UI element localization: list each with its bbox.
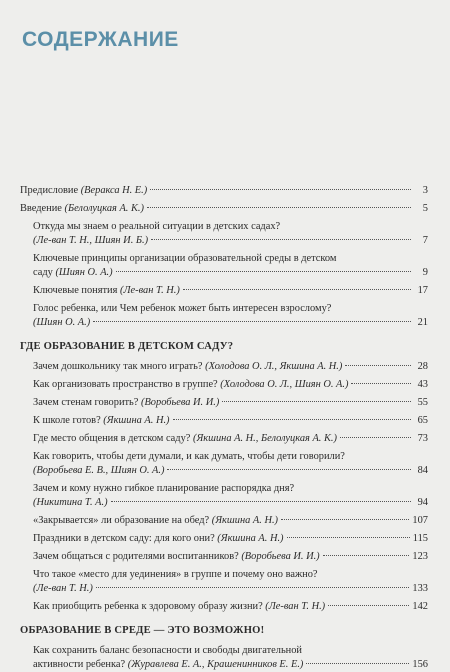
- toc-dot-leader: [150, 189, 411, 190]
- table-of-contents: [0, 184, 450, 672]
- toc-entry-author: (Ле-ван Т. Н.): [33, 583, 93, 594]
- toc-page-number: 107: [412, 515, 428, 526]
- toc-page-number: 9: [422, 267, 428, 278]
- toc-page-number: 55: [417, 397, 428, 408]
- toc-dot-leader: [183, 289, 411, 290]
- toc-entry-author: (Якшина А. Н.): [103, 415, 170, 426]
- page-title: СОДЕРЖАНИЕ: [22, 28, 179, 51]
- toc-entry[interactable]: [0, 532, 450, 546]
- toc-dot-leader: [111, 501, 411, 502]
- toc-page-number: 28: [417, 361, 428, 372]
- toc-page-number: 94: [417, 497, 428, 508]
- toc-entry[interactable]: [0, 302, 450, 330]
- toc-entry-author: (Воробьева И. И.): [141, 397, 220, 408]
- toc-entry-title: Как сохранить баланс безопасности и свободы двигательной: [33, 645, 302, 656]
- toc-dot-leader: [281, 519, 409, 520]
- toc-page-number: 133: [412, 583, 428, 594]
- toc-entry-title: Как говорить, чтобы дети думали, и как думать, чтобы дети говорили?: [33, 451, 345, 462]
- toc-entry-title: саду (Шиян О. А.): [33, 267, 113, 278]
- toc-entry-author: (Холодова О. Л., Якшина А. Н.): [205, 361, 343, 372]
- toc-page-number: 5: [422, 203, 428, 214]
- toc-entry-author: (Якшина А. Н., Белолуцкая А. К.): [192, 433, 337, 444]
- toc-dot-leader: [147, 207, 411, 208]
- toc-entry-title: [33, 234, 148, 248]
- toc-entry[interactable]: [0, 644, 450, 672]
- toc-entry-title: Откуда мы знаем о реальной ситуации в детских садах?: [33, 221, 281, 232]
- toc-entry-author: (Журавлева Е. А., Крашенинников Е. Е.): [127, 659, 304, 670]
- toc-entry-title: Как организовать пространство в группе? (Холодова О. Л., Шиян О. А.): [33, 379, 349, 390]
- toc-dot-leader: [151, 239, 411, 240]
- toc-section-heading: ГДЕ ОБРАЗОВАНИЕ В ДЕТСКОМ САДУ?: [20, 341, 234, 352]
- toc-entry[interactable]: [0, 550, 450, 564]
- toc-entry-title: Предисловие (Веракса Н. Е.): [20, 185, 148, 196]
- toc-dot-leader: [96, 587, 410, 588]
- toc-page-number: 43: [417, 379, 428, 390]
- toc-entry[interactable]: [0, 220, 450, 248]
- toc-entry[interactable]: [0, 568, 450, 596]
- toc-entry-title: «Закрывается» ли образование на обед? (Якшина А. Н.): [33, 515, 279, 526]
- toc-entry-title: Что такое «место для уединения» в группе и почему оно важно?: [33, 569, 318, 580]
- toc-entry-title: Как приобщить ребенка к здоровому образу жизни? (Ле-ван Т. Н.): [33, 601, 326, 612]
- toc-page-number: 115: [412, 533, 428, 544]
- toc-page-number: 7: [422, 235, 428, 246]
- toc-page-number: 142: [412, 601, 428, 612]
- toc-entry-title: К школе готов? (Якшина А. Н.): [33, 415, 170, 426]
- toc-entry-title: Введение (Белолуцкая А. К.): [20, 203, 144, 214]
- toc-entry-title: активности ребенка? (Журавлева Е. А., Крашенинников Е. Е.): [33, 659, 304, 670]
- toc-entry-author: (Воробьева Е. В., Шиян О. А.): [33, 465, 165, 476]
- toc-dot-leader: [93, 321, 411, 322]
- toc-dot-leader: [340, 437, 411, 438]
- toc-dot-leader: [306, 663, 409, 664]
- toc-entry-author: (Никитина Т. А.): [33, 497, 108, 508]
- toc-page-number: 21: [417, 317, 428, 328]
- toc-dot-leader: [351, 383, 411, 384]
- toc-dot-leader: [328, 605, 409, 606]
- toc-entry[interactable]: [0, 482, 450, 510]
- toc-entry-author: (Шиян О. А.): [55, 267, 113, 278]
- toc-entry-title: Где место общения в детском саду? (Якшина А. Н., Белолуцкая А. К.): [33, 433, 337, 444]
- toc-dot-leader: [116, 271, 411, 272]
- toc-page-number: 17: [417, 285, 428, 296]
- toc-entry[interactable]: [0, 414, 450, 428]
- toc-section-heading: ОБРАЗОВАНИЕ В СРЕДЕ — ЭТО ВОЗМОЖНО!: [20, 625, 265, 636]
- toc-entry-author: (Якшина А. Н.): [217, 533, 284, 544]
- toc-dot-leader: [323, 555, 410, 556]
- toc-entry-author: (Шиян О. А.): [33, 317, 91, 328]
- toc-entry[interactable]: [0, 252, 450, 280]
- toc-entry-author: (Ле-ван Т. Н., Шиян И. Б.): [33, 235, 149, 246]
- toc-entry-title: [33, 496, 108, 510]
- toc-dot-leader: [167, 469, 411, 470]
- toc-entry-title: Праздники в детском саду: для кого они? (Якшина А. Н.): [33, 533, 284, 544]
- toc-entry-author: (Ле-ван Т. Н.): [265, 601, 326, 612]
- toc-entry-title: Ключевые понятия (Ле-ван Т. Н.): [33, 285, 180, 296]
- toc-entry-title: [33, 582, 93, 596]
- toc-entry-author: (Холодова О. Л., Шиян О. А.): [220, 379, 349, 390]
- toc-dot-leader: [173, 419, 411, 420]
- toc-entry-title: Ключевые принципы организации образовательной среды в детском: [33, 253, 337, 264]
- toc-entry[interactable]: [0, 284, 450, 298]
- toc-entry-title: Зачем стенам говорить? (Воробьева И. И.): [33, 397, 220, 408]
- toc-entry[interactable]: [0, 600, 450, 614]
- toc-entry[interactable]: [0, 396, 450, 410]
- toc-entry[interactable]: [0, 514, 450, 528]
- toc-entry-title: Голос ребенка, или Чем ребенок может быть интересен взрослому?: [33, 303, 332, 314]
- toc-entry-author: (Веракса Н. Е.): [80, 185, 148, 196]
- toc-page-number: 156: [412, 659, 428, 670]
- toc-entry[interactable]: [0, 432, 450, 446]
- toc-entry[interactable]: [0, 378, 450, 392]
- toc-entry[interactable]: [0, 360, 450, 374]
- toc-entry-author: (Якшина А. Н.): [211, 515, 279, 526]
- toc-entry-title: [33, 464, 164, 478]
- toc-entry[interactable]: [0, 184, 450, 198]
- toc-page-number: 65: [417, 415, 428, 426]
- toc-entry-author: (Ле-ван Т. Н.): [120, 285, 180, 296]
- toc-entry-title: [33, 316, 90, 330]
- toc-dot-leader: [287, 537, 410, 538]
- toc-entry-title: Зачем дошкольнику так много играть? (Холодова О. Л., Якшина А. Н.): [33, 361, 343, 372]
- toc-page-number: 73: [417, 433, 428, 444]
- toc-page-number: 123: [412, 551, 428, 562]
- toc-entry[interactable]: [0, 202, 450, 216]
- toc-entry-title: Зачем общаться с родителями воспитанников? (Воробьева И. И.): [33, 551, 320, 562]
- toc-page-number: 84: [417, 465, 428, 476]
- toc-entry-author: (Воробьева И. И.): [241, 551, 320, 562]
- toc-dot-leader: [222, 401, 411, 402]
- toc-entry-author: (Белолуцкая А. К.): [64, 203, 144, 214]
- toc-dot-leader: [345, 365, 411, 366]
- toc-entry[interactable]: [0, 450, 450, 478]
- toc-entry-title: Зачем и кому нужно гибкое планирование распорядка дня?: [33, 483, 295, 494]
- toc-page-number: 3: [422, 185, 428, 196]
